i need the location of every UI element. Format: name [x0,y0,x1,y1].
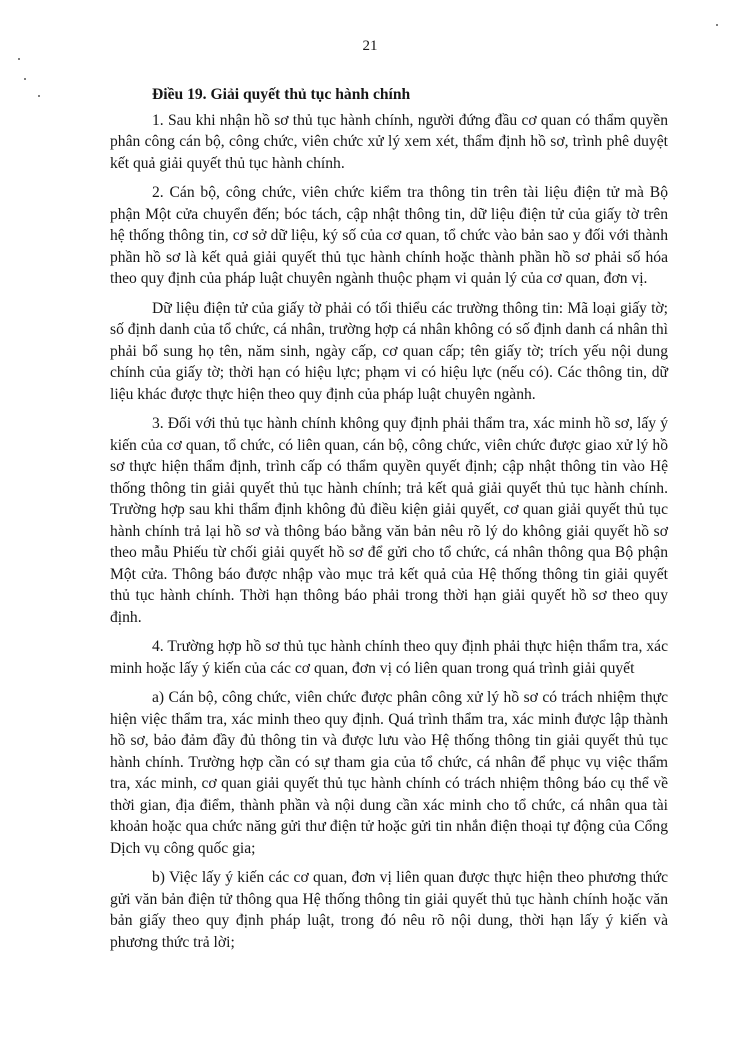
scan-speck [716,24,718,26]
paragraph-1: 1. Sau khi nhận hồ sơ thủ tục hành chính, người đứng đầu cơ quan có thẩm quyền phân công cán bộ, công chức, viên chức xử lý xem xét, thẩm định hồ sơ, trình phê duyệt kết quả giải quyết thủ tục hành chính. [110,111,668,172]
paragraph-4b: b) Việc lấy ý kiến các cơ quan, đơn vị liên quan được thực hiện theo phương thức gửi văn bản điện tử thông qua Hệ thống thông tin giải quyết thủ tục hành chính hoặc văn bản giấy theo quy định pháp luật, trong đó nêu rõ nội dung, thời hạn lấy ý kiến và phương thức trả lời; [110,869,668,951]
paragraph-3: 3. Đối với thủ tục hành chính không quy định phải thẩm tra, xác minh hồ sơ, lấy ý kiến của cơ quan, tổ chức, có liên quan, cán bộ, công chức, viên chức được giao xử lý hồ sơ thực hiện thẩm định, trình cấp có thẩm quyền quyết định; cập nhật thông tin vào Hệ thống thông tin giải quyết thủ tục hành chính; trả kết quả giải quyết thủ tục hành chính. Trường hợp sau khi thẩm định không đủ điều kiện giải quyết, cơ quan giải quyết thủ tục hành chính trả lại hồ sơ và thông báo bằng văn bản nêu rõ lý do không giải quyết hồ sơ theo mẫu Phiếu từ chối giải quyết hồ sơ để gửi cho tổ chức, cá nhân thông qua Bộ phận Một cửa. Thông báo được nhập vào mục trả kết quả của Hệ thống thông tin giải quyết thủ tục hành chính. Thời hạn thông báo phải trong thời hạn giải quyết hồ sơ theo quy định. [110,415,668,626]
scan-speck [24,78,26,80]
page-number: 21 [362,38,378,54]
paragraph-4: 4. Trường hợp hồ sơ thủ tục hành chính theo quy định phải thực hiện thẩm tra, xác minh hoặc lấy ý kiến của các cơ quan, đơn vị có liên quan trong quá trình giải quyết [110,638,668,677]
article-heading: Điều 19. Giải quyết thủ tục hành chính [152,86,411,103]
paragraph-electronic-data: Dữ liệu điện tử của giấy tờ phải có tối thiểu các trường thông tin: Mã loại giấy tờ; số định danh của tổ chức, cá nhân, trường hợp cá nhân không có số định danh cá nhân thì phải bổ sung họ tên, năm sinh, ngày cấp, cơ quan cấp; tên giấy tờ; trích yếu nội dung chính của giấy tờ; thời hạn có hiệu lực; phạm vi có hiệu lực (nếu có). Các thông tin, dữ liệu khác được thực hiện theo quy định của pháp luật chuyên ngành. [110,299,668,403]
document-body [110,84,668,961]
scan-speck [18,58,20,60]
paragraph-4a: a) Cán bộ, công chức, viên chức được phân công xử lý hồ sơ có trách nhiệm thực hiện việc thẩm tra, xác minh theo quy định. Quá trình thẩm tra, xác minh được lập thành hồ sơ, bảo đảm đầy đủ thông tin và được lưu vào Hệ thống thông tin giải quyết thủ tục hành chính. Trường hợp cần có sự tham gia của tổ chức, cá nhân để phục vụ việc thẩm tra, xác minh, cơ quan giải quyết thủ tục hành chính có trách nhiệm thông báo cụ thể về thời gian, địa điểm, thành phần và nội dung cần xác minh cho tổ chức, cá nhân qua tài khoản hoặc qua chức năng gửi thư điện tử hoặc gửi tin nhắn điện thoại tự động của Cổng Dịch vụ công quốc gia; [110,689,668,857]
paragraph-2: 2. Cán bộ, công chức, viên chức kiểm tra thông tin trên tài liệu điện tử mà Bộ phận Một cửa chuyển đến; bóc tách, cập nhật thông tin, dữ liệu điện tử của giấy tờ trên hệ thống thông tin, cơ sở dữ liệu, ký số của cơ quan, tổ chức vào bản sao y đối với thành phần hồ sơ là kết quả giải quyết thủ tục hành chính hoặc thành phần hồ sơ phải số hóa theo quy định của pháp luật chuyên ngành thuộc phạm vi quản lý của cơ quan, đơn vị. [110,184,668,287]
scan-speck [38,95,40,97]
